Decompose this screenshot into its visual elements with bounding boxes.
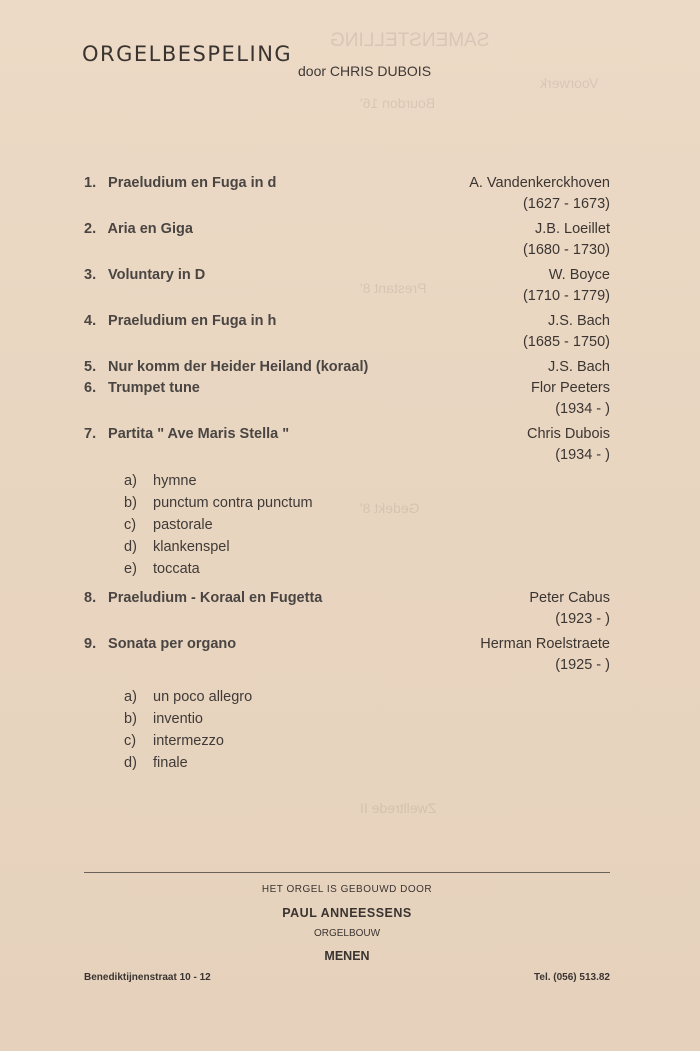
movement-name: pastorale (153, 517, 213, 533)
organ-builder-city: MENEN (324, 949, 370, 963)
piece-number: 7. (84, 426, 97, 442)
movement-name: finale (153, 755, 188, 771)
piece-title-row (84, 588, 322, 609)
bleed-through-text: Bourdon 16' (360, 95, 436, 111)
bleed-through-text: Zwelltrede II (360, 800, 437, 816)
piece-title-row (84, 424, 289, 445)
program-item (84, 378, 610, 420)
program-item-header (84, 588, 610, 609)
movement-item (124, 558, 610, 580)
composer-dates-row (84, 399, 610, 420)
composer-dates-row (84, 286, 610, 307)
composer-name: Herman Roelstraete (480, 636, 610, 652)
organ-builder-name: PAUL ANNEESSENS (282, 906, 412, 920)
piece-title-row (84, 173, 276, 194)
movement-list (84, 470, 610, 580)
piece-title-row (84, 378, 200, 399)
bleed-through-heading: SAMENSTELLING (330, 30, 490, 51)
piece-number: 2. (84, 221, 97, 237)
program-item-header (84, 424, 610, 445)
composer-dates: (1934 - ) (555, 401, 610, 417)
piece-title-row (84, 311, 276, 332)
footer-divider (84, 872, 610, 873)
composer-dates: (1685 - 1750) (522, 334, 610, 350)
movement-letter: d) (124, 755, 137, 771)
movement-letter: b) (124, 495, 137, 511)
phone-number: Tel. (056) 513.82 (534, 972, 610, 983)
street-address: Benediktijnenstraat 10 - 12 (84, 972, 211, 983)
composer-dates: (1680 - 1730) (522, 242, 610, 258)
movement-letter: a) (124, 689, 137, 705)
piece-title: Aria en Giga (107, 221, 193, 237)
composer-name: W. Boyce (548, 267, 610, 283)
composer-dates-row (84, 655, 610, 676)
bleed-through-text: Prestant 8' (360, 280, 427, 296)
piece-title: Praeludium - Koraal en Fugetta (108, 590, 323, 606)
bleed-through-text: Voorwerk (540, 75, 599, 91)
piece-title-row (84, 265, 205, 286)
piece-number: 1. (84, 175, 97, 191)
movement-name: intermezzo (153, 733, 224, 749)
composer-name: A. Vandenkerckhoven (469, 175, 610, 191)
program-item-header (84, 173, 610, 194)
program-item-header (84, 265, 610, 286)
program-item-header (84, 357, 610, 378)
program-item (84, 265, 610, 307)
piece-number: 9. (84, 636, 97, 652)
composer-name: Peter Cabus (529, 590, 610, 606)
composer-dates: (1627 - 1673) (522, 196, 610, 212)
piece-title: Praeludium en Fuga in d (108, 175, 277, 191)
movement-item (124, 470, 610, 492)
movement-item (124, 492, 610, 514)
program-item (84, 634, 610, 774)
movement-letter: e) (124, 561, 137, 577)
bleed-through-text: Gedekt 8' (360, 500, 420, 516)
piece-title: Sonata per organo (108, 636, 237, 652)
piece-title: Partita " Ave Maris Stella " (108, 426, 290, 442)
program-item (84, 424, 610, 580)
piece-number: 8. (84, 590, 97, 606)
movement-letter: b) (124, 711, 137, 727)
movement-letter: c) (124, 517, 137, 533)
movement-name: klankenspel (153, 539, 230, 555)
composer-dates: (1934 - ) (555, 447, 610, 463)
movement-item (124, 686, 610, 708)
program-item (84, 311, 610, 353)
program-item-header (84, 378, 610, 399)
movement-name: toccata (153, 561, 200, 577)
movement-name: inventio (153, 711, 203, 727)
program-item-header (84, 219, 610, 240)
movement-letter: d) (124, 539, 137, 555)
movement-item (124, 752, 610, 774)
piece-title-row (84, 219, 193, 240)
composer-dates: (1710 - 1779) (522, 288, 610, 304)
movement-item (124, 730, 610, 752)
composer-dates-row (84, 445, 610, 466)
piece-title: Nur komm der Heider Heiland (koraal) (108, 359, 369, 375)
page-title: ORGELBESPELING (82, 42, 293, 67)
composer-name: Flor Peeters (531, 380, 610, 396)
builder-intro: HET ORGEL IS GEBOUWD DOOR (261, 884, 433, 895)
composer-name: Chris Dubois (527, 426, 610, 442)
composer-dates: (1925 - ) (555, 657, 610, 673)
program-item-header (84, 634, 610, 655)
movement-name: hymne (153, 473, 197, 489)
movement-item (124, 514, 610, 536)
movement-letter: c) (124, 733, 137, 749)
movement-name: punctum contra punctum (153, 495, 313, 511)
piece-number: 3. (84, 267, 97, 283)
program-item (84, 173, 610, 215)
program-item-header (84, 311, 610, 332)
piece-number: 5. (84, 359, 97, 375)
program-list (84, 173, 610, 778)
movement-item (124, 708, 610, 730)
piece-title-row (84, 634, 236, 655)
program-item (84, 588, 610, 630)
piece-title: Voluntary in D (108, 267, 206, 283)
piece-title: Praeludium en Fuga in h (108, 313, 277, 329)
program-item (84, 357, 610, 378)
program-item (84, 219, 610, 261)
movement-letter: a) (124, 473, 137, 489)
composer-name: J.S. Bach (547, 359, 610, 375)
composer-name: J.B. Loeillet (535, 221, 610, 237)
organ-builder-trade: ORGELBOUW (313, 928, 381, 939)
piece-number: 6. (84, 380, 97, 396)
composer-dates: (1923 - ) (555, 611, 610, 627)
movement-item (124, 536, 610, 558)
piece-title: Trumpet tune (108, 380, 200, 396)
movement-name: un poco allegro (153, 689, 253, 705)
piece-title-row (84, 357, 368, 378)
composer-dates-row (84, 609, 610, 630)
movement-list (84, 686, 610, 774)
composer-dates-row (84, 332, 610, 353)
composer-name: J.S. Bach (547, 313, 610, 329)
piece-number: 4. (84, 313, 97, 329)
performer-line: door CHRIS DUBOIS (298, 63, 432, 79)
composer-dates-row (84, 240, 610, 261)
composer-dates-row (84, 194, 610, 215)
